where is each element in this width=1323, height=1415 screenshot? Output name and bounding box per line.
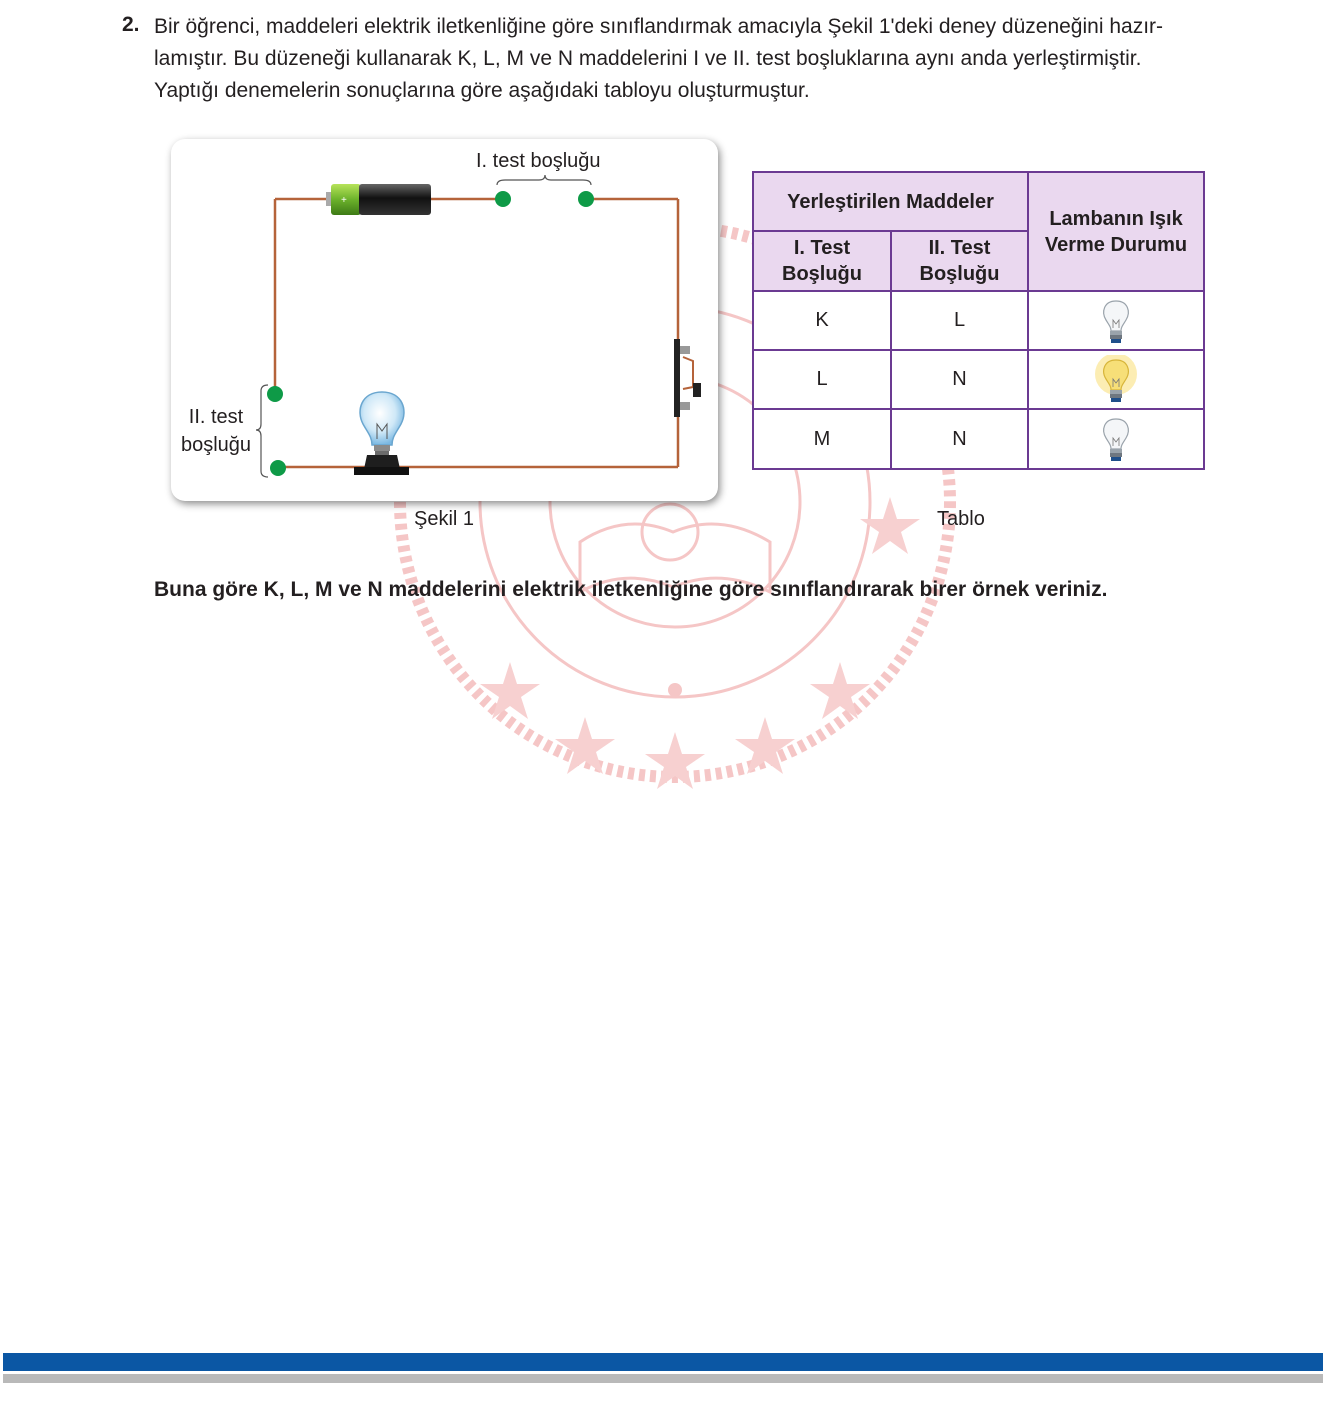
- question-line: Yaptığı denemelerin sonuçlarına göre aşağıdaki tabloyu oluşturmuştur.: [154, 79, 810, 102]
- gap1-label: I. test boşluğu: [476, 150, 601, 172]
- gap2-terminal-top: [267, 386, 283, 402]
- cell-lamp: [1028, 350, 1204, 409]
- table-header-group: Yerleştirilen Maddeler: [753, 172, 1028, 231]
- bulb-icon: [354, 392, 409, 475]
- header-line: Boşluğu: [919, 263, 1000, 285]
- footer-bar-gray: [3, 1374, 1323, 1383]
- cell-gap2: N: [891, 409, 1028, 469]
- gap1-terminal-right: [578, 191, 594, 207]
- question-number: 2.: [122, 13, 140, 36]
- switch-icon: [674, 339, 701, 417]
- header-line: Verme Durumu: [1044, 233, 1188, 256]
- figure-caption: Şekil 1: [414, 508, 475, 530]
- gap1-terminal-left: [495, 191, 511, 207]
- table-row: [753, 409, 1204, 469]
- results-table: [752, 171, 1205, 470]
- battery-icon: [326, 184, 431, 215]
- bulb-off-icon: [1029, 414, 1203, 464]
- question-line: lamıştır. Bu düzeneği kullanarak K, L, M ve N maddelerini I ve II. test boşluklarına aynı anda yerleştirmiştir.: [154, 47, 1142, 70]
- cell-gap1: K: [753, 291, 891, 350]
- bulb-off-icon: [1029, 296, 1203, 346]
- task-prompt: Buna göre K, L, M ve N maddelerini elektrik iletkenliğine göre sınıflandırarak birer örnek veriniz.: [154, 578, 1108, 601]
- header-line: II. Test: [928, 237, 991, 259]
- cell-lamp: [1028, 409, 1204, 469]
- bulb-on-icon: [1029, 355, 1203, 405]
- table-row: [753, 350, 1204, 409]
- circuit-wires: [275, 199, 678, 467]
- gap2-label-line: boşluğu: [180, 434, 252, 456]
- table-header-gap2: [891, 231, 1028, 291]
- cell-gap2: N: [891, 350, 1028, 409]
- battery-plus: +: [341, 195, 347, 206]
- question-line: Bir öğrenci, maddeleri elektrik iletkenliğine göre sınıflandırmak amacıyla Şekil 1'deki deney düzeneğini hazır-: [154, 15, 1164, 38]
- gap2-label: [178, 403, 254, 459]
- gap2-label-line: II. test: [188, 406, 244, 428]
- cell-gap1: M: [753, 409, 891, 469]
- gap2-brace: [256, 385, 268, 477]
- footer-bar-blue: [3, 1353, 1323, 1371]
- header-line: Lambanın Işık: [1049, 207, 1183, 230]
- gap1-brace: [497, 175, 591, 185]
- cell-lamp: [1028, 291, 1204, 350]
- table-caption: Tablo: [937, 508, 985, 530]
- table-row: [753, 291, 1204, 350]
- header-line: Boşluğu: [782, 263, 862, 285]
- table-header-lamp: [1028, 172, 1204, 291]
- cell-gap1: L: [753, 350, 891, 409]
- cell-gap2: L: [891, 291, 1028, 350]
- question-text: [154, 11, 1212, 107]
- gap2-terminal-bottom: [270, 460, 286, 476]
- table-header-gap1: [753, 231, 891, 291]
- header-line: I. Test: [793, 237, 851, 259]
